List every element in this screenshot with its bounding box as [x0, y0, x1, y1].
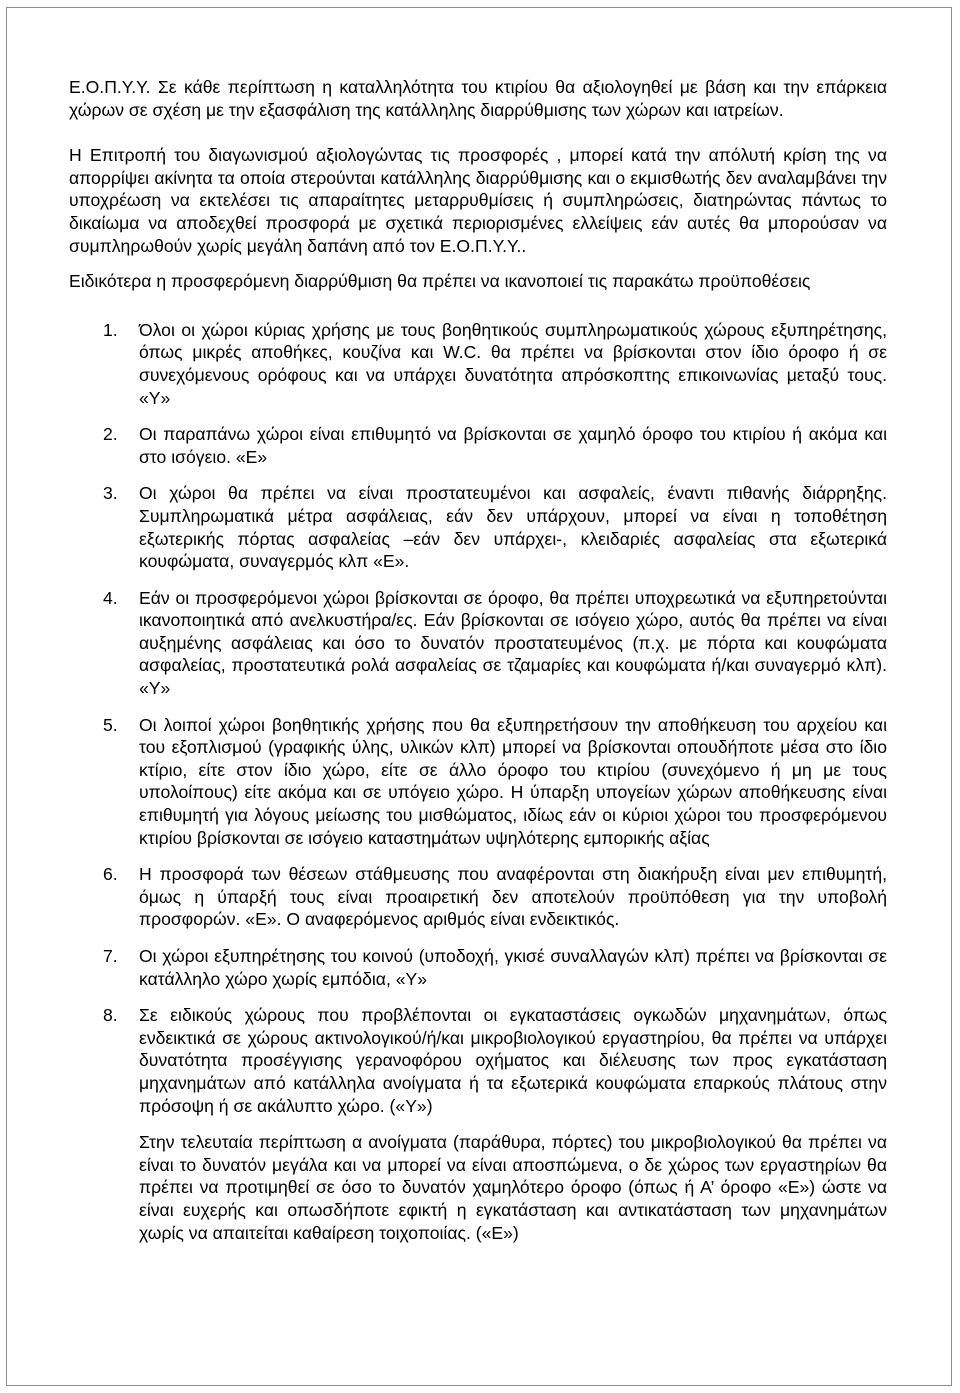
requirements-list [69, 319, 887, 1117]
list-item [69, 587, 887, 700]
list-item-number: 3. [103, 483, 118, 504]
list-item [69, 1004, 887, 1117]
list-item-text: Οι λοιποί χώροι βοηθητικής χρήσης που θα εξυπηρετήσουν την αποθήκευση του αρχείου και του εξοπλισμού (γραφικής ύλης, υλικών κλπ) μπορεί να βρίσκονται οπουδήποτε μέσα στο ίδιο κτίριο, είτε στον ίδιο χώρο, είτε σε άλλο όροφο του κτιρίου (συνεχόμενο ή μη με τους υπολοίπους) είτε ακόμα και σε υπόγειο χώρο. Η ύπαρξη υπογείων χώρων αποθήκευσης είναι επιθυμητή για λόγους μείωσης του μισθώματος, ιδίως εάν οι κύριοι χώροι του προσφερόμενου κτιρίου βρίσκονται σε ισόγειο καταστημάτων υψηλότερης εμπορικής αξίας [139, 714, 887, 848]
list-item-number: 4. [103, 587, 118, 608]
intro-paragraph: Ε.Ο.Π.Υ.Υ. Σε κάθε περίπτωση η καταλληλότητα του κτιρίου θα αξιολογηθεί με βάση και την επάρκεια χώρων σε σχέση με την εξασφάλιση της κατάλληλης διαρρύθμισης των χώρων και ιατρείων. [69, 77, 887, 120]
list-item-number: 5. [103, 714, 118, 735]
list-item-text: Οι χώροι θα πρέπει να είναι προστατευμένοι και ασφαλείς, έναντι πιθανής διάρρηξης. Συμπληρωματικά μέτρα ασφάλειας, εάν δεν υπάρχουν, μπορεί να είναι η τοποθέτηση εξωτερικής πόρτας ασφαλείας –εάν δεν υπάρχει-, κλειδαριές ασφαλείας στα εξωτερικά κουφώματα, συναγερμός κλπ «Ε». [139, 483, 887, 572]
list-item-number: 8. [103, 1005, 118, 1026]
list-item-text: Όλοι οι χώροι κύριας χρήσης με τους βοηθητικούς συμπληρωματικούς χώρους εξυπηρέτησης, όπως μικρές αποθήκες, κουζίνα και W.C. θα πρέπει να βρίσκονται στον ίδιο όροφο ή σε συνεχόμενους ορόφους και να υπάρχει δυνατότητα απρόσκοπτης επικοινωνίας μεταξύ τους. «Υ» [139, 319, 887, 408]
list-item [69, 863, 887, 931]
committee-paragraph: Η Επιτροπή του διαγωνισμού αξιολογώντας τις προσφορές , μπορεί κατά την απόλυτή κρίση της να απορρίψει ακίνητα τα οποία στερούνται κατάλληλης διαρρύθμισης και ο εκμισθωτής δεν αναλαμβάνει την υποχρέωση να εκτελέσει τις απαραίτητες μεταρρυθμίσεις ή συμπληρώσεις, διατηρώντας πάντως το δικαίωμα να αποδεχθεί προσφορά με σχετικά περιορισμένες ελλείψεις εάν αυτές θα μπορούσαν να συμπληρωθούν χωρίς μεγάλη δαπάνη από τον Ε.Ο.Π.Υ.Υ.. [69, 145, 887, 256]
list-item-number: 1. [103, 319, 118, 340]
list-item [69, 945, 887, 990]
specifically-paragraph: Ειδικότερα η προσφερόμενη διαρρύθμιση θα πρέπει να ικανοποιεί τις παρακάτω προϋποθέσεις [69, 271, 811, 292]
list-item-text: Οι παραπάνω χώροι είναι επιθυμητό να βρίσκονται σε χαμηλό όροφο του κτιρίου ή ακόμα και στο ισόγειο. «Ε» [139, 424, 887, 467]
document-body [69, 76, 887, 1244]
list-item-number: 6. [103, 864, 118, 885]
list-item [69, 423, 887, 468]
list-item [69, 482, 887, 572]
closing-paragraph: Στην τελευταία περίπτωση α ανοίγματα (παράθυρα, πόρτες) του μικροβιολογικού θα πρέπει να είναι το δυνατόν μεγάλα και να μπορεί να είναι αποσπώμενα, ο δε χώρος των εργαστηρίων θα πρέπει να προτιμηθεί σε όσο το δυνατόν χαμηλότερο όροφο (όπως ή Α’ όροφο «Ε») ώστε να είναι ευχερής και οπωσδήποτε εφικτή η εγκατάσταση και αντικατάσταση των μηχανημάτων χωρίς να απαιτείται καθαίρεση τοιχοποιίας. («Ε») [139, 1132, 887, 1243]
list-item-number: 7. [103, 946, 118, 966]
list-item [69, 714, 887, 850]
list-item-text: Οι χώροι εξυπηρέτησης του κοινού (υποδοχή, γκισέ συναλλαγών κλπ) πρέπει να βρίσκονται σε κατάλληλο χώρο χωρίς εμπόδια, «Υ» [139, 946, 887, 989]
list-item-text: Σε ειδικούς χώρους που προβλέπονται οι εγκαταστάσεις ογκωδών μηχανημάτων, όπως ενδεικτικά σε χώρους ακτινολογικού/ή/και μικροβιολογικού εργαστηρίου, θα πρέπει να υπάρχει δυνατότητα προσέγγισης γερανοφόρου οχήματος και διέλευσης των προς εγκατάσταση μηχανημάτων από κατάλληλα ανοίγματα ή τα εξωτερικά κουφώματα επαρκούς πλάτους στην πρόσοψη ή σε ακάλυπτο χώρο. («Υ») [139, 1005, 887, 1116]
list-item-text: Εάν οι προσφερόμενοι χώροι βρίσκονται σε όροφο, θα πρέπει υποχρεωτικά να εξυπηρετούνται ικανοποιητικά από ανελκυστήρα/ες. Εάν βρίσκονται σε ισόγειο χώρο, αυτός θα πρέπει να είναι αυξημένης ασφάλειας και όσο το δυνατόν προστατευμένος (π.χ. με πόρτα και κουφώματα ασφαλείας, προστατευτικά ρολά ασφαλείας σε τζαμαρίες και κουφώματα ή/και συναγερμό κλπ). «Υ» [139, 587, 887, 699]
list-item-text: Η προσφορά των θέσεων στάθμευσης που αναφέρονται στη διακήρυξη είναι μεν επιθυμητή, όμως η ύπαρξή τους είναι προαιρετική δεν αποτελούν προϋπόθεση για την υποβολή προσφορών. «Ε». Ο αναφερόμενος αριθμός είναι ενδεικτικός. [139, 864, 887, 930]
list-item-number: 2. [103, 424, 118, 445]
list-item [69, 319, 887, 409]
